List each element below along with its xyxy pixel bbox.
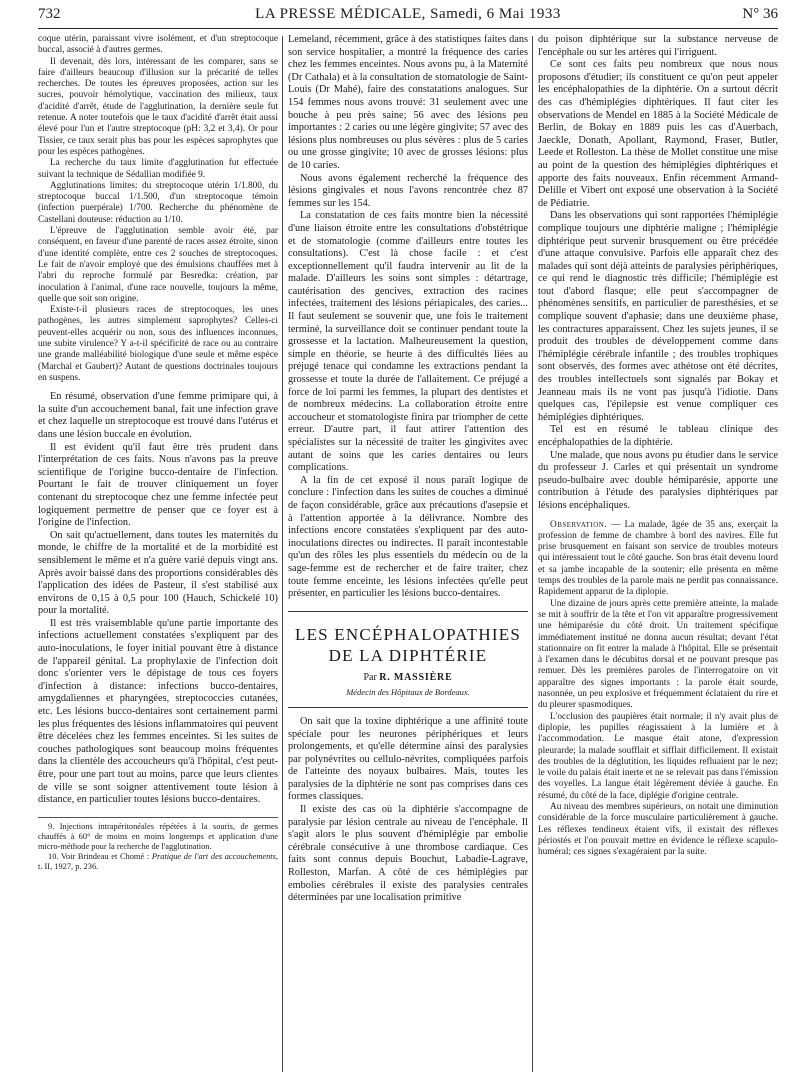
footnote-10: [38, 852, 278, 872]
author-affiliation: Médecin des Hôpitaux de Bordeaux.: [346, 687, 470, 698]
paragraph: A la fin de cet exposé il nous paraît logique de conclure : l'infection dans les suites de couches a diminué de façon considérable, grâce aux précautions d'asepsie et à l'attention apportée à la délivrance. Nombre des infections encore constatées s'expliquent par des auto-inoculations directes ou indirectes. Il paraît incontestable qu'un des rôles les plus essentiels du médecin ou de la sage-femme est de rechercher et de faire traiter, chez toute femme enceinte, les lésions infectées qu'elle peut présenter, en particulier les lésions bucco-dentaires.: [288, 474, 528, 600]
article-title-line-2: DE LA DIPHTÉRIE: [328, 645, 488, 665]
column-divider: [282, 36, 283, 1072]
paragraph: On sait qu'actuellement, dans toutes les maternités du monde, le chiffre de la mortalité et de la morbidité est sensiblement le même et n'a guère varié depuis vingt ans. Après avoir baissé dans des proportions considérables dès l'application des idées de Pasteur, il s'est stabilisé aux environs de 0,15 à 0,5 pour 100 (Hauch, Schickelé 10) pour la mortalité.: [38, 529, 278, 617]
observation-text: — La malade, âgée de 35 ans, exerçait la profession de femme de chambre à bord des navires. Elle fut prise brusquement en faisant son service de troubles moteurs qui intéressaient tout le côté gauche. Son bras était devenu lourd et sa jambe incapable de la soutenir; elle présenta en même temps des troubles de la parole mais ne perdit pas connaissance. Rapidement apparut de la diplopie.: [538, 519, 778, 598]
paragraph: Il est très vraisemblable qu'une partie importante des infections actuellement constatées s'expliquent par des auto-inoculations, le foyer initial pouvant être à distance de l'appareil génital. La prophylaxie de l'infection doit donc s'orienter vers le dépistage de tous ces foyers d'infection à distance: infections bucco-dentaires, amygdaliennes et pharyngées, streptococcies cutanées, etc. Les lésions bucco-dentaires sont certainement parmi les plus fréquentes des lésions inflammatoires qui peuvent être décelées chez les femmes enceintes. Si les suites de couches pathologiques sont beaucoup moins fréquentes dans la clientèle des accoucheurs qu'à l'hôpital, c'est peut-être, pour une part tout au moins, parce que leurs clientes de ville se sont soigner attentivement toute lésion à distance, en particulier toutes lésions bucco-dentaires.: [38, 617, 278, 806]
page-number: 732: [38, 6, 61, 22]
journal-title: LA PRESSE MÉDICALE, Samedi, 6 Mai 1933: [255, 6, 561, 22]
footnote-text: 10. Voir Brindeau et Chomé :: [48, 851, 152, 861]
byline-prefix: Par: [363, 671, 380, 683]
paragraph: La recherche du taux limite d'agglutination fut effectuée suivant la technique de Sédallian modifiée 9.: [38, 158, 278, 180]
column-middle: [288, 34, 528, 905]
footnote-text: , t. II, 1927, p. 236.: [38, 851, 278, 871]
paragraph: Il devenait, dès lors, intéressant de les comparer, sans se faire d'ailleurs beaucoup d'illusion sur la précarité de telles recherches. De toutes les épreuves proposées, action sur les sucres, pouvoir hémolytique, vaccination des milieux, taux d'acidité d'arrêt, étude de l'agglutination, la dernière seule fut retenue. A noter toutefois que le taux d'acidité d'arrêt était aussi élevé pour l'un et l'autre streptocoque (pH: 3,2 et 3,4). Or pour Tissier, ce taux serait plus bas pour les espèces saprophytes que pour les espèces pathogènes.: [38, 56, 278, 157]
paragraph: Au niveau des membres supérieurs, on notait une diminution considérable de la force musculaire particulièrement à gauche. Les réflexes tendineux étaient vifs, il existait des réflexes périostés et l'on pouvait mettre en évidence le réflexe scapulo-huméral; ces signes s'exagéraient par la suite.: [538, 801, 778, 858]
paragraph: Il est évident qu'il faut être très prudent dans l'interprétation de ces faits. Nous n'avons pas la preuve scientifique de l'origine bucco-dentaire de l'infection. Pourtant le fait de trouver cliniquement un foyer contenant du streptocoque chez une femme infectée peut logiquement permettre de penser que ce foyer est à l'origine de l'infection.: [38, 441, 278, 529]
paragraph: Ce sont ces faits peu nombreux que nous nous proposons d'étudier; ils constituent ce qu'on peut appeler les encéphalopathies de la diphtérie. On a surtout décrit des cas d'hémiplégies diphtériques. Il faut citer les observations de Mendel en 1885 à la Société Médicale de Berlin, de Bokay en 1889 puis les cas d'Auerbach, Jaeckle, Donath, Apollant, Raymond, Fraser, Butler, Leede et Rolleston. La thèse de Mollet constitue une mise au point de la question des hémiplégies diphtériques et apporte des faits nouveaux. Enfin récemment Armand-Delille et Vibert ont exposé une observation à la Société de Pédiatrie.: [538, 59, 778, 209]
paragraph: La constatation de ces faits montre bien la nécessité d'une liaison étroite entre les consultations d'obstétrique et de stomatologie (comme d'ailleurs entre toutes les consultations). C'est là chose facile : et c'est exceptionnellement qu'il faudra intervenir au lit de la malade. D'ailleurs les soins sont simples : détartrage, cautérisation des gencives, extraction des racines infectées, traitement des lésions périapicales, des caries... Il faut seulement se souvenir que, une fois le traitement terminé, la surveillance doit se continuer pendant toute la grossesse et la lactation. Malheureusement la question, simple en théorie, se heurte à des difficultés liées au préjugé tenace qui condamne les extractions pendant la grossesse et toute la durée de l'allaitement. Ce préjugé a force de loi parmi les femmes, la plupart des dentistes et de nombreux médecins. La collaboration étroite entre accoucheur et stomatologiste finira par triompher de cette erreur. D'autre part, il faut attirer l'attention des spécialistes sur la nécessité de traiter les gingivites avec autant de soins que les caries dentaires ou leurs complications.: [288, 210, 528, 474]
paragraph: Il existe des cas où la diphtérie s'accompagne de paralysie par lésion centrale au niveau de l'encéphale. Il s'agit alors le plus souvent d'hémiplégie par embolie cérébrale consécutive à une thrombose cardiaque. Ces faits sont connus depuis Bouchut, Labadie-Lagrave, Rolleston, Marfan. A côté de ces hémiplégies par embolies cérébrales il existe des paralysies centrales déterminées par une localisation primitive: [288, 804, 528, 904]
paragraph: Une dizaine de jours après cette première atteinte, la malade se mit à souffrir de la tête et l'on vit apparaître progressivement une hémiparésie du côté droit. Un traitement spécifique immédiatement institué ne donna aucun résultat; devant l'état stationnaire on fit entrer la malade à l'hôpital. Elle se présentait à l'examen dans le décubitus dorsal et ne pouvant presque pas remuer. Dès les premières paroles de l'interrogatoire on vit apparaître des signes importants : la parole était sourde, nasonnée, un peu explosive et fréquemment éclataient du rire et du pleurer spasmodiques.: [538, 598, 778, 711]
paragraph: Tel est en résumé le tableau clinique des encéphalopathies de la diphtérie.: [538, 424, 778, 448]
page-header: [38, 6, 778, 29]
paragraph: Nous avons également recherché la fréquence des lésions gingivales et nous l'avons rencontrée chez 87 femmes sur les 154.: [288, 172, 528, 209]
observation-label: Observation.: [550, 519, 608, 530]
byline: [288, 672, 528, 685]
paragraph: Dans les observations qui sont rapportées l'hémiplégie complique toujours une diphtérie maligne ; l'hémiplégie diphtérique peut survenir brusquement ou être précédée d'une attaque convulsive. Parfois elle apparaît chez des malades qui sont déjà atteints de paralysies périphériques, ce qui rend le diagnostic très difficile; l'hémiplégie est tout d'abord flasque; elle peut s'accompagner de phénomènes sensitifs, en particulier de paresthésies, et se complique souvent d'aphasie; dans une deuxième phase, les contractures apparaissent. Chez les sujets jeunes, il se produit des troubles de développement comme dans l'hémiplégie cérébrale infantile ; des troubles trophiques sont observés, des formes avec athétose ont été décrites, des troubles intellectuels sont signalés par Bokay et Jeanneau mais ils ne vont pas jusqu'à l'idiotie. Dans quelques cas, l'épilepsie est venue compliquer ces hémiplégies diphtériques.: [538, 210, 778, 423]
paragraph: Existe-t-il plusieurs races de streptocoques, les unes pathogènes, les autres simplement saprophytes? Celles-ci peuvent-elles acquérir ou non, sous des influences inconnues, une subite virulence? Y a-t-il spécificité de race ou au contraire une grande malléabilité biologique d'une seule et même espèce (Marchal et Gaubert)? Autant de questions doctrinales toujours en suspens.: [38, 305, 278, 383]
footnote-book-title: Pratique de l'art des accouchements: [151, 851, 276, 861]
observation-paragraph: [538, 520, 778, 599]
paragraph: En résumé, observation d'une femme primipare qui, à la suite d'un accouchement banal, fait une infection grave et chez laquelle un streptocoque est trouvé dans l'utérus et dans une lésion buccale en évolution.: [38, 391, 278, 440]
paragraph: L'épreuve de l'agglutination semble avoir été, par conséquent, en faveur d'une parenté de races assez étroite, sinon d'une identité complète, entre ces 2 souches de streptocoques. Le fait de n'avoir employé que des émulsions chauffées met à l'abri du reproche formulé par Besredka: création, par inoculation à l'animal, d'une race nouvelle, toujours la même, quelle que soit son origine.: [38, 226, 278, 304]
column-right: [538, 34, 778, 858]
column-left: [38, 34, 278, 872]
paragraph: coque utérin, paraissant vivre isolément, et d'un streptocoque buccal, associé à d'autres germes.: [38, 34, 278, 56]
paragraph: Une malade, que nous avons pu étudier dans le service du professeur J. Carles et qui présentait un syndrome pseudo-bulbaire avec double hémiparésie, apporte une contribution à l'étude des paralysies diphtériques par lésions encéphaliques.: [538, 449, 778, 511]
paragraph: On sait que la toxine diphtérique a une affinité toute spéciale pour les neurones périphériques et leurs prolongements, et qu'elle détermine ainsi des paralysies par polynévrites ou cellulo-névrites, compliquées parfois de l'atteinte des noyaux bulbaires. Mais, toutes les paralysies de la diphtérie ne sont pas comprises dans ces formes classiques.: [288, 715, 528, 803]
issue-number: N° 36: [742, 6, 778, 22]
article-title-line-1: LES ENCÉPHALOPATHIES: [295, 624, 521, 644]
column-divider: [532, 36, 533, 1072]
footnote-9: 9. Injections intrapéritonéales répétées à la souris, de germes chauffés à 60° de moins en moins longtemps et application d'une micro-méthode pour la recherche de l'agglutination.: [38, 821, 278, 851]
paragraph: Lemeland, récemment, grâce à des statistiques faites dans son service hospitalier, a montré la fréquence des caries chez les femmes enceintes. Nous avons pu, à la Maternité (Dr Cathala) et à la consultation de stomatologie de Saint-Louis (Dr Mahé), faire des constatations analogues. Sur 154 femmes nous avons trouvé: 31 seulement avec une bouche à peu près saine; 56 avec des lésions peu importantes : 2 caries ou une légère gingivite; 57 avec des lésions plus nombreuses ou plus sévères : plus de 5 caries ou une grosse gingivite; 10 avec de grosses lésions: plus de 10 caries.: [288, 34, 528, 171]
footnotes: [38, 817, 278, 872]
paragraph: Agglutinations limites: du streptocoque utérin 1/1.800, du streptocoque buccal 1/1.500, d'un streptocoque témoin (infection puerpérale) 1/700. Recherche du phénomène de Castellani douteuse: réduction au 1/10.: [38, 180, 278, 225]
article-heading: [288, 611, 528, 708]
paragraph: L'occlusion des paupières était normale; il n'y avait plus de diplopie, les pupilles réagissaient à la lumière et à l'accommodation. Le masque était atone, d'expression pleurarde; la malade soufflait et sifflait difficilement. Il existait des troubles de la déglutition, les liquides refluaient par le nez; le voile du palais était inerte et ne se relevait pas dans l'émission des voyelles. La langue était légèrement déviée à gauche. En résumé, du côté de la face, diplégie d'origine centrale.: [538, 711, 778, 801]
paragraph: du poison diphtérique sur la substance nerveuse de l'encéphale ou sur les artères qui l'irriguent.: [538, 34, 778, 58]
author-name: R. MASSIÈRE: [379, 671, 453, 683]
